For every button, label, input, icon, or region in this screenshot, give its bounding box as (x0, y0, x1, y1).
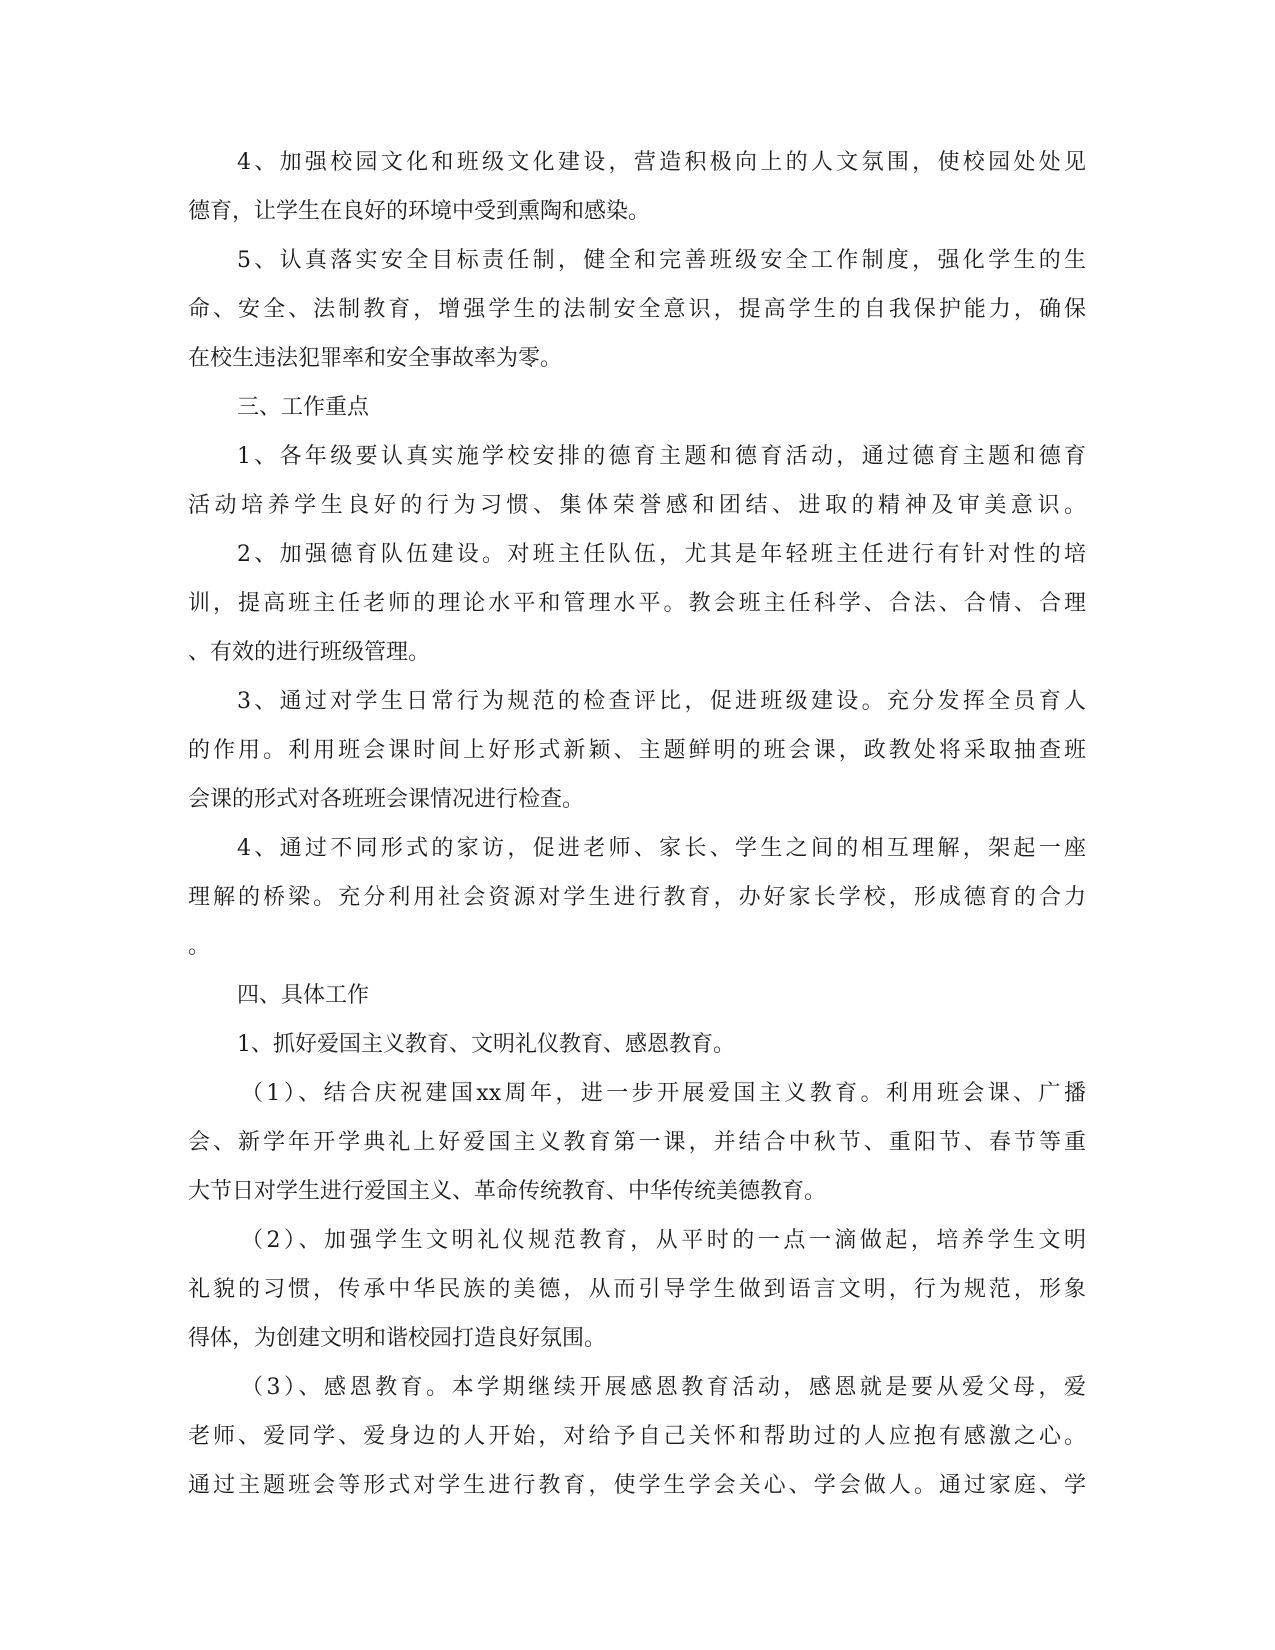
text-line: 1、各年级要认真实施学校安排的德育主题和德育活动，通过德育主题和德育 (237, 444, 1086, 469)
text-line: 四、具体工作 (237, 983, 370, 1008)
text-line: 3、通过对学生日常行为规范的检查评比，促进班级建设。充分发挥全员育人 (237, 689, 1086, 714)
text-line: （3）、感恩教育。本学期继续开展感恩教育活动，感恩就是要从爱父母，爱 (241, 1375, 1086, 1400)
text-line: 。 (188, 934, 211, 959)
text-line: 德育，让学生在良好的环境中受到熏陶和感染。 (188, 199, 651, 224)
text-line: 会课的形式对各班班会课情况进行检查。 (188, 787, 585, 812)
text-line: 训，提高班主任老师的理论水平和管理水平。教会班主任科学、合法、合情、合理 (188, 591, 1086, 616)
text-line: （1）、结合庆祝建国xx周年，进一步开展爱国主义教育。利用班会课、广播 (241, 1081, 1086, 1106)
text-line: 的作用。利用班会课时间上好形式新颖、主题鲜明的班会课，政教处将采取抽查班 (188, 738, 1086, 763)
text-line: 5、认真落实安全目标责任制，健全和完善班级安全工作制度，强化学生的生 (237, 248, 1086, 273)
text-line: 会、新学年开学典礼上好爱国主义教育第一课，并结合中秋节、重阳节、春节等重 (188, 1130, 1086, 1155)
text-line: 在校生违法犯罪率和安全事故率为零。 (188, 346, 563, 371)
text-line: 大节日对学生进行爱国主义、革命传统教育、中华传统美德教育。 (188, 1179, 827, 1204)
text-line: 2、加强德育队伍建设。对班主任队伍，尤其是年轻班主任进行有针对性的培 (237, 542, 1086, 567)
text-line: 三、工作重点 (237, 395, 370, 420)
text-line: 老师、爱同学、爱身边的人开始，对给予自己关怀和帮助过的人应抱有感激之心。 (188, 1424, 1086, 1449)
text-line: 4、通过不同形式的家访，促进老师、家长、学生之间的相互理解，架起一座 (237, 836, 1086, 861)
text-line: 礼貌的习惯，传承中华民族的美德，从而引导学生做到语言文明，行为规范，形象 (188, 1277, 1086, 1302)
text-line: 得体，为创建文明和谐校园打造良好氛围。 (188, 1326, 607, 1351)
text-line: 4、加强校园文化和班级文化建设，营造积极向上的人文氛围，使校园处处见 (237, 150, 1086, 175)
text-line: 活动培养学生良好的行为习惯、集体荣誉感和团结、进取的精神及审美意识。 (188, 493, 1086, 518)
text-line: （2）、加强学生文明礼仪规范教育，从平时的一点一滴做起，培养学生文明 (241, 1228, 1086, 1253)
text-line: 、有效的进行班级管理。 (188, 640, 431, 665)
text-line: 理解的桥梁。充分利用社会资源对学生进行教育，办好家长学校，形成德育的合力 (188, 885, 1086, 910)
text-line: 命、安全、法制教育，增强学生的法制安全意识，提高学生的自我保护能力，确保 (188, 297, 1086, 322)
text-line: 通过主题班会等形式对学生进行教育，使学生学会关心、学会做人。通过家庭、学 (188, 1473, 1086, 1498)
document-page (188, 138, 1086, 1510)
text-line: 1、抓好爱国主义教育、文明礼仪教育、感恩教育。 (237, 1032, 735, 1057)
